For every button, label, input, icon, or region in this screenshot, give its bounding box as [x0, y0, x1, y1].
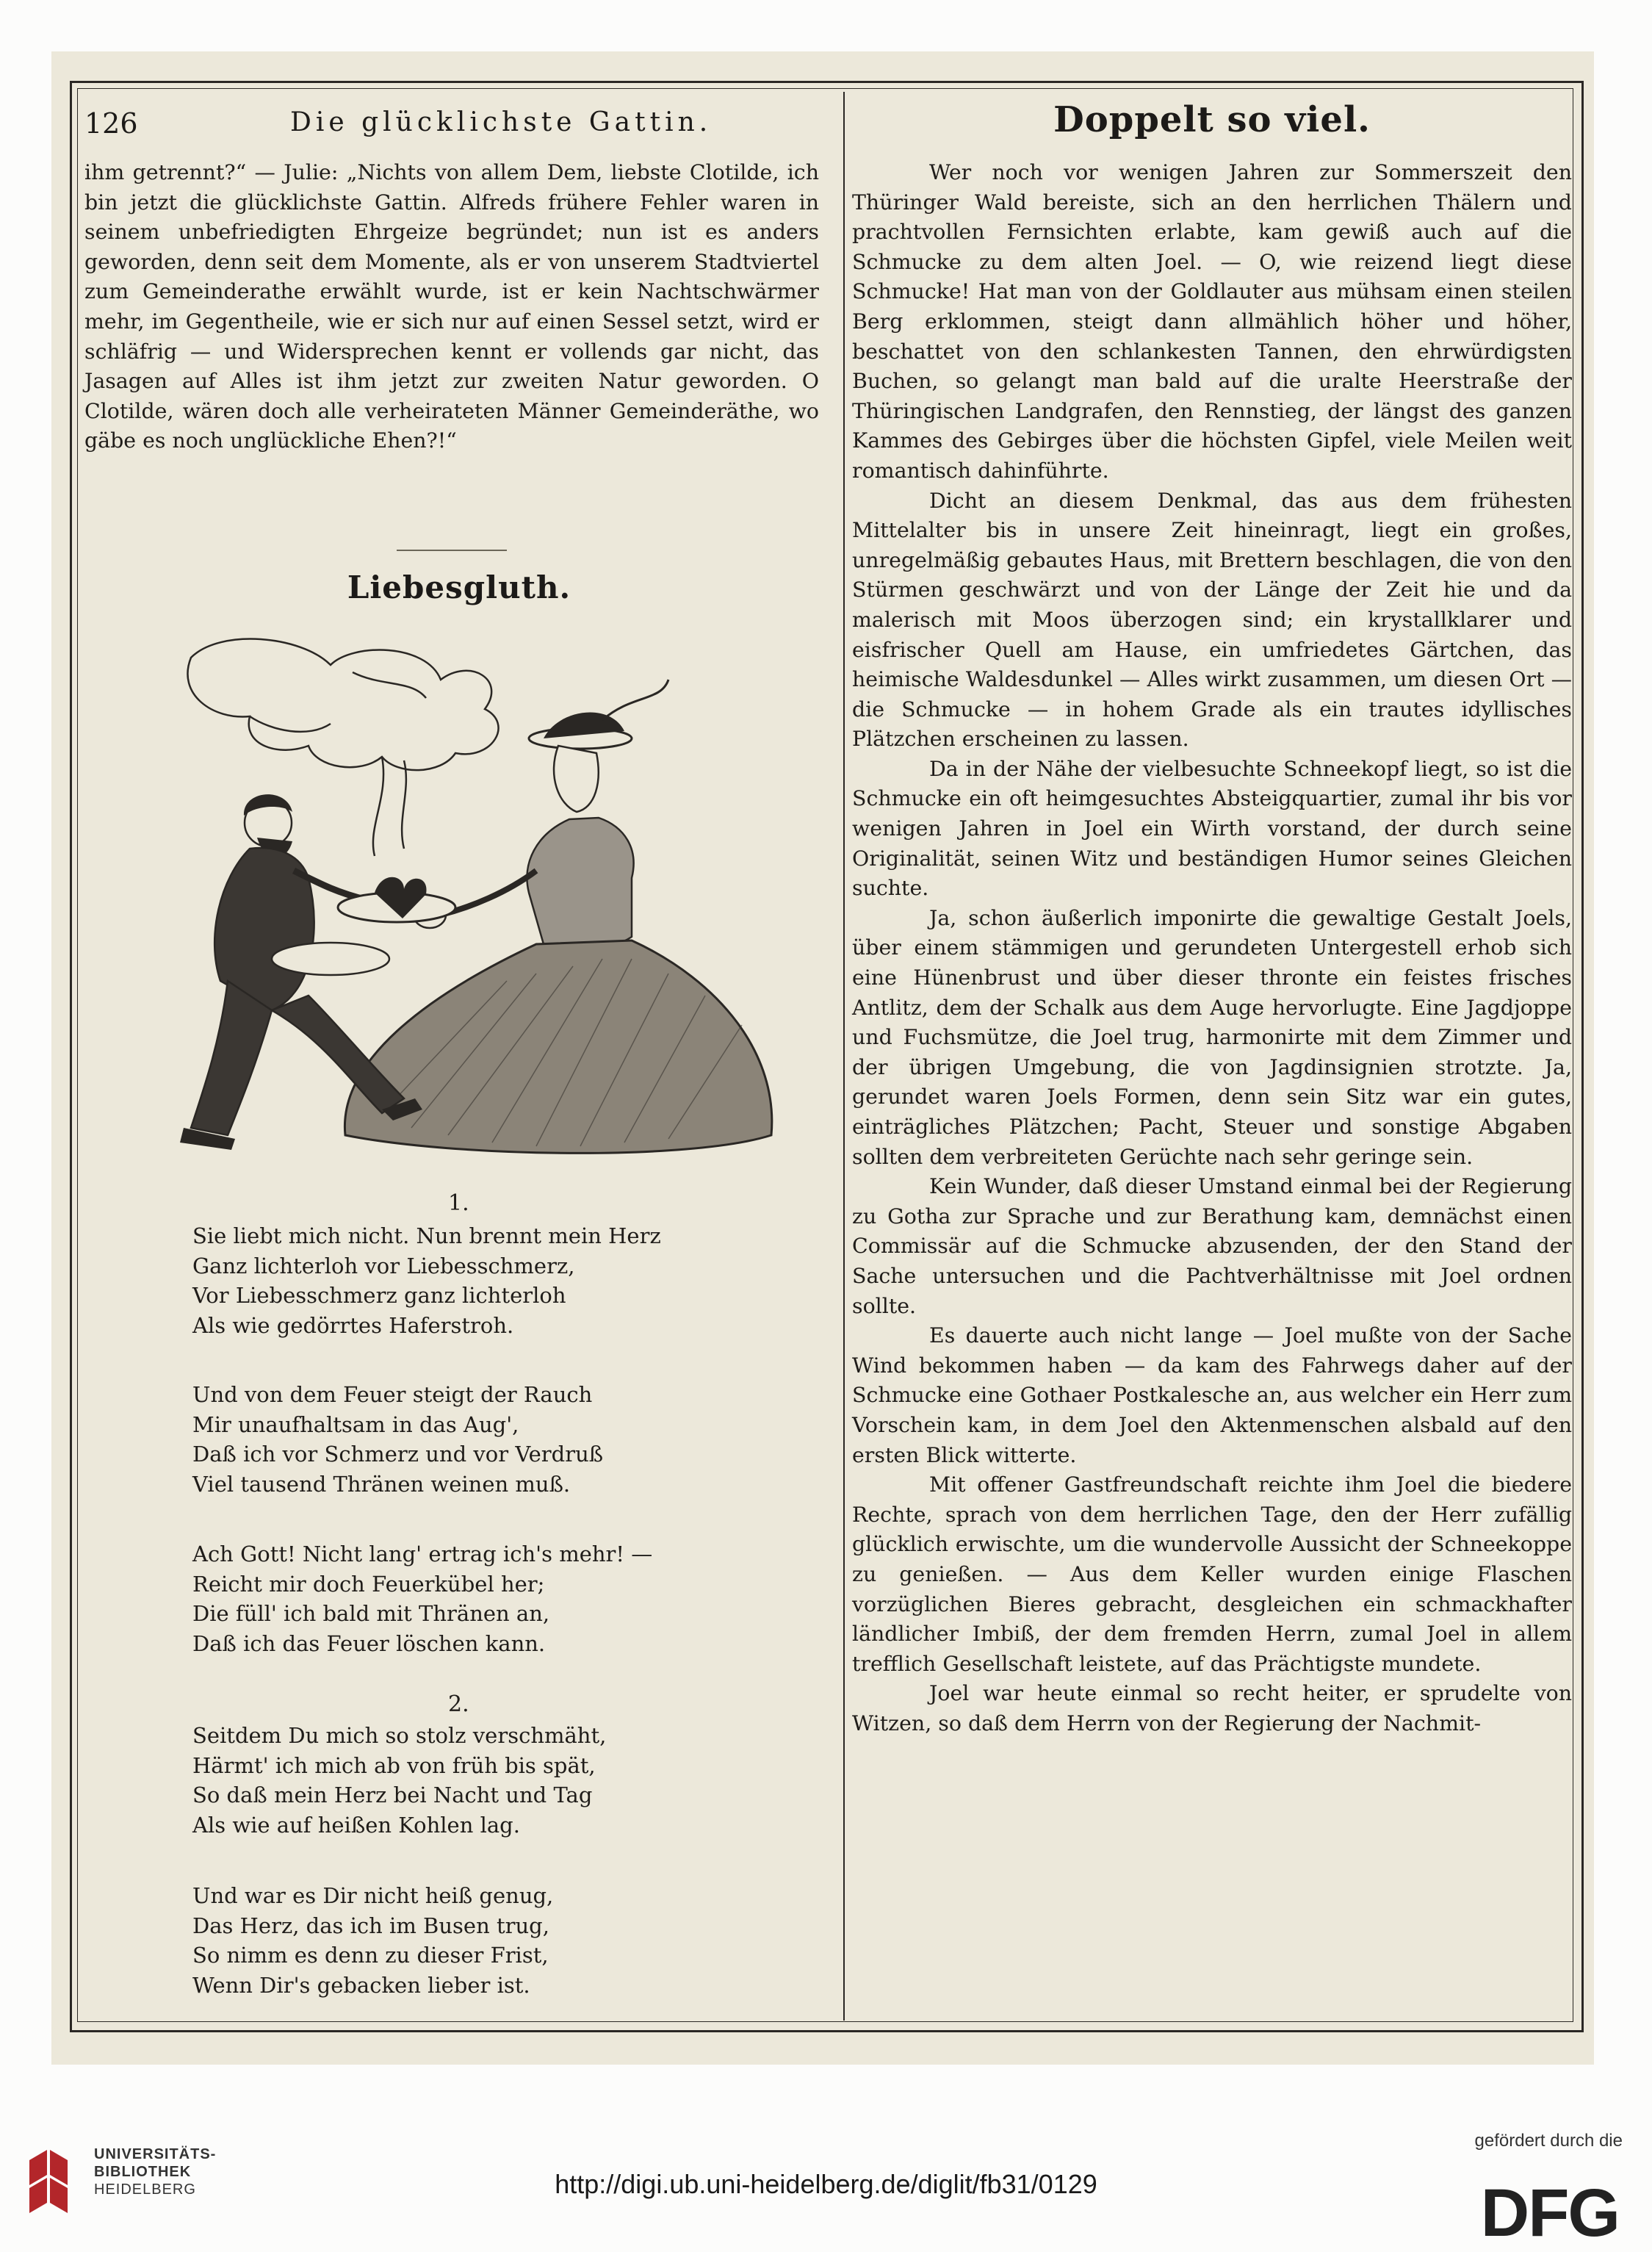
poem-stanza-5 — [192, 1881, 839, 2000]
poem-stanza-3 — [192, 1539, 839, 1658]
paragraph: Ja, schon äußerlich imponirte die gewaltige Gestalt Joels, über einem stämmigen und gerundeten Untergestell erhob sich eine Hünenbrust und über dieser thronte ein feistes frisches Antlitz, dem der Schalk aus dem Auge hervorlugte. Eine Jagdjoppe und Fuchsmütze, die Joel trug, harmonirte mit dem Zimmer und der übrigen Umgebung, die von Jagdinsignien strotzte. Ja, gerundet waren Joels Formen, denn sein Sitz war ein gutes, einträgliches Plätzchen; Pacht, Steuer und sonstige Abgaben sollten dem verbreiteten Gerüchte nach sehr geringe sein. — [852, 905, 1572, 1169]
story-title: Doppelt so viel. — [1053, 99, 1371, 140]
dfg-logo: DFG — [1480, 2176, 1619, 2251]
section-rule — [397, 550, 507, 551]
poem-line: Wenn Dir's gebacken lieber ist. — [192, 1972, 530, 1998]
column-divider — [843, 92, 845, 2021]
paragraph: Kein Wunder, daß dieser Umstand einmal bei der Regierung zu Gotha zur Sprache und zur Berathung kam, demnächst einen Commissär auf die Schmucke abzusenden, der den Stand der Sache untersuchen und die Pachtverhältnisse mit Joel ordnen sollte. — [852, 1174, 1572, 1318]
poem-line: Viel tausend Thränen weinen muß. — [192, 1471, 571, 1497]
poem-line: So daß mein Herz bei Nacht und Tag — [192, 1782, 593, 1808]
poem-line: Seitdem Du mich so stolz verschmäht, — [192, 1723, 607, 1748]
poem-line: Härmt' ich mich ab von früh bis spät, — [192, 1752, 596, 1778]
permalink-url[interactable]: http://digi.ub.uni-heidelberg.de/diglit/fb31/0129 — [555, 2169, 1097, 2199]
paragraph: Es dauerte auch nicht lange — Joel mußte von der Sache Wind bekommen haben — da kam des Fahrwegs daher auf der Schmucke eine Gothaer Postkalesche an, aus welcher ein Herr zum Vorschein kam, in dem Joel den Aktenmenschen alsbald auf den ersten Blick witterte. — [852, 1323, 1572, 1467]
poem-stanza-2 — [192, 1380, 839, 1499]
kneeling-suitor-illustration — [162, 628, 793, 1165]
story-header — [852, 99, 1572, 140]
poem-line: Ach Gott! Nicht lang' ertrag ich's mehr! — — [192, 1541, 653, 1566]
poem-title: Liebesgluth. — [347, 569, 571, 605]
poem-line: So nimm es denn zu dieser Frist, — [192, 1943, 549, 1968]
poem-line: Mir unaufhaltsam in das Aug', — [192, 1411, 519, 1437]
running-header — [84, 103, 834, 147]
library-line-2: BIBLIOTHEK — [94, 2164, 192, 2180]
viewer-footer — [0, 2087, 1652, 2248]
poem-line: Und war es Dir nicht heiß genug, — [192, 1883, 554, 1908]
page-number: 126 — [84, 107, 138, 140]
poem-line: Sie liebt mich nicht. Nun brennt mein Herz — [192, 1223, 661, 1248]
paragraph: Mit offener Gastfreundschaft reichte ihm Joel die biedere Rechte, sprach von dem herrlichen Tage, den der Herr zufällig glücklich erwischte, um die wundervolle Aussicht der Schneekoppe zu genießen. — Aus dem Keller wurden einige Flaschen vorzüglichen Bieres gebracht, desgleichen ein schmackhafter ländlicher Imbiß, der dem fremden Herrn, zumal Joel in allem trefflich Gesellschaft leistete, auf das Prächtigste mundete. — [852, 1472, 1572, 1676]
paragraph: Dicht an diesem Denkmal, das aus dem frühesten Mittelalter bis in unsere Zeit hineinragt, liegt ein großes, unregelmäßig gebautes Haus, mit Brettern beschlagen, die von den Stürmen geschwärzt und von der Länge der Zeit hie und da malerisch mit Moos überzogen sind; ein krystallklarer und eisfrischer Quell am Hause, ein umfriedetes Gärtchen, das heimische Waldesdunkel — Alles wirkt zusammen, um diesen Ort — die Schmucke — in hohem Grade als ein trautes idyllisches Plätzchen erscheinen zu lassen. — [852, 488, 1572, 752]
paragraph: Da in der Nähe der vielbesuchte Schneekopf liegt, so ist die Schmucke ein oft heimgesuchtes Absteigquartier, zumal ihr bis vor wenigen Jahren in Joel ein Wirth vorstand, der durch seine Originalität, seinen Witz und beständigen Humor seines Gleichen suchte. — [852, 756, 1572, 901]
poem-stanza-4 — [192, 1721, 839, 1840]
poem-line: Vor Liebesschmerz ganz lichterloh — [192, 1283, 566, 1309]
poem-line: Als wie gedörrtes Haferstroh. — [192, 1312, 514, 1338]
poem-line: Daß ich vor Schmerz und vor Verdruß — [192, 1442, 604, 1467]
poem-line: Als wie auf heißen Kohlen lag. — [192, 1812, 520, 1838]
right-column-text — [852, 158, 1572, 1738]
poem-line: Reicht mir doch Feuerkübel her; — [192, 1571, 545, 1597]
library-line-1: UNIVERSITÄTS- — [94, 2146, 217, 2162]
poem-line: Und von dem Feuer steigt der Rauch — [192, 1382, 593, 1407]
paragraph: ihm getrennt?“ — Julie: „Nichts von allem Dem, liebste Clotilde, ich bin jetzt die glücklichste Gattin. Alfreds frühere Fehler waren in seinem unbefriedigten Ehrgeize begründet; nun ist es anders geworden, denn seit dem Momente, als er von unserem Stadtviertel zum Gemeinderathe erwählt wurde, ist er kein Nachtschwärmer mehr, im Gegentheile, wie er sich nur auf einen Sessel setzt, wird er schläfrig — und Widersprechen kennt er vollends gar nicht, das Jasagen auf Alles ist ihm jetzt zur zweiten Natur geworden. O Clotilde, wären doch alle verheirateten Männer Gemeinderäthe, wo gäbe es noch unglückliche Ehen?!“ — [84, 160, 819, 453]
left-column-text — [84, 158, 819, 456]
paragraph: Wer noch vor wenigen Jahren zur Sommerszeit den Thüringer Wald bereiste, sich an den herrlichen Thälern und prachtvollen Fernsichten erlabte, kam gewiß auch auf die Schmucke zu dem alten Joel. — O, wie reizend liegt diese Schmucke! Hat man von der Goldlauter aus mühsam einen steilen Berg erklommen, steigt dann allmählich höher und höher, beschattet von den schlankesten Tannen, den ehrwürdigsten Buchen, so gelangt man bald auf die uralte Heerstraße der Thüringischen Landgrafen, den Rennstieg, der längst des ganzen Kammes des Gebirges über die höchsten Gipfel, viele Meilen weit romantisch dahinführte. — [852, 160, 1572, 483]
poem-line: Das Herz, das ich im Busen trug, — [192, 1913, 549, 1938]
poem-line: Daß ich das Feuer löschen kann. — [192, 1630, 546, 1656]
stanza-number-1: 1. — [448, 1190, 469, 1216]
poem-line: Die füll' ich bald mit Thränen an, — [192, 1601, 550, 1627]
stanza-number-2: 2. — [448, 1691, 469, 1717]
poem-stanza-1 — [192, 1221, 839, 1340]
library-line-3: HEIDELBERG — [94, 2181, 196, 2198]
poem-line: Ganz lichterloh vor Liebesschmerz, — [192, 1253, 575, 1278]
paragraph: Joel war heute einmal so recht heiter, er sprudelte von Witzen, so daß dem Herrn von der Regierung der Nachmit- — [852, 1681, 1572, 1735]
running-title: Die glücklichste Gattin. — [290, 107, 713, 137]
funded-by-label: gefördert durch die — [1474, 2131, 1623, 2151]
